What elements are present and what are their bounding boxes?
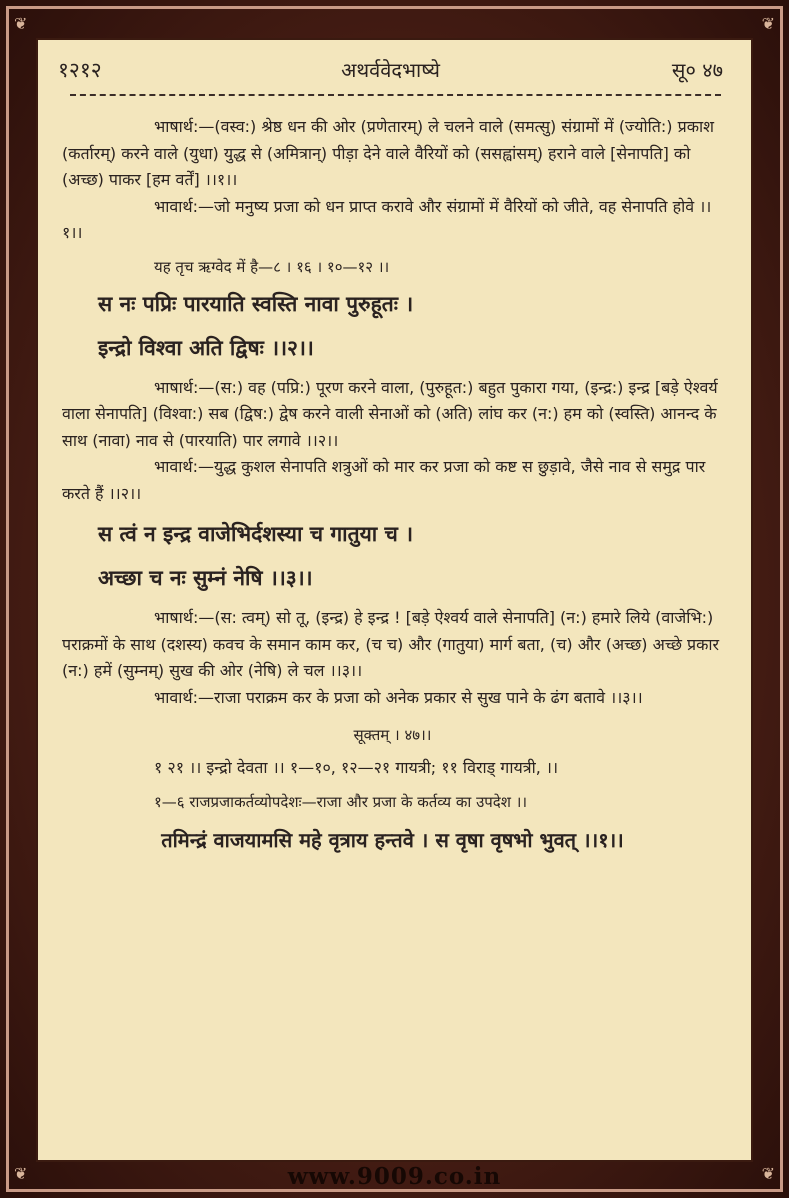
- rigveda-reference: यह तृच ऋग्वेद में है—८ । १६ । १०—१२ ।।: [154, 257, 390, 276]
- website-watermark: www.9009.co.in: [287, 1163, 502, 1190]
- corner-ornament-icon: ❦: [14, 16, 28, 33]
- bhasharth-paragraph: भाषार्थ:—(वस्व:) श्रेष्ठ धन की ओर (प्रणेतारम्) ले चलने वाले (समत्सु) संग्रामों में (ज्योति:) प्रकाश (कर्तारम्) करने वाले (युधा) युद्ध से (अमित्रान्) पीड़ा देने वाले वैरियों को (ससह्वांसम्) हराने वाले [सेनापति] को (अच्छ) पाकर [हम वर्तें] ।।१।।: [62, 117, 715, 189]
- upadesh-line: १—६ राजप्रजाकर्तव्योपदेशः—राजा और प्रजा के कर्तव्य का उपदेश ।।: [154, 792, 528, 811]
- bhavarth-paragraph: भावार्थ:—राजा पराक्रम कर के प्रजा को अनेक प्रकार से सुख पाने के ढंग बतावे ।।३।।: [154, 687, 643, 707]
- sukta-number: सू० ४७: [671, 58, 723, 82]
- bhasharth-paragraph: भाषार्थ:—(स: त्वम्) सो तू, (इन्द्र) हे इन्द्र ! [बड़े ऐश्वर्य वाले सेनापति] (न:) हमारे लिये (वाजेभि:) पराक्रमों के साथ (दशस्य) कवच के समान काम कर, (च च) और (गातुया) मार्ग बता, (च) और (अच्छ) अच्छे प्रकार (न:) हमें (सुम्नम्) सुख की ओर (नेषि) ले चल ।।३।।: [62, 608, 720, 680]
- corner-ornament-icon: ❦: [761, 1166, 775, 1183]
- mantra-line: स त्वं न इन्द्र वाजेभिर्दशस्या च गातुया च ।: [98, 522, 414, 546]
- bhasharth-paragraph: भाषार्थ:—(स:) वह (पप्रि:) पूरण करने वाला, (पुरुहूत:) बहुत पुकारा गया, (इन्द्र:) इन्द्र [बड़े ऐश्वर्य वाला सेनापति] (विश्वा:) सब (द्विष:) द्वेष करने वाली सेनाओं को (अति) लांघ कर (न:) हम को (स्वस्ति) आनन्द के साथ (नावा) नाव से (पारयाति) पार लगावे ।।२।।: [62, 377, 718, 450]
- book-title: अथर्ववेदभाष्ये: [341, 58, 440, 82]
- mantra-line: स नः पप्रिः पारयाति स्वस्ति नावा पुरुहूतः ।: [98, 291, 414, 316]
- corner-ornament-icon: ❦: [761, 16, 775, 33]
- page-body: [62, 114, 723, 853]
- bhavarth-paragraph: भावार्थ:—जो मनुष्य प्रजा को धन प्राप्त करावे और संग्रामों में वैरियों को जीते, वह सेनापति होवे ।।१।।: [62, 196, 712, 242]
- devata-chhanda-line: १ २१ ।। इन्द्रो देवता ।। १—१०, १२—२१ गायत्री; ११ विराड् गायत्री, ।।: [154, 758, 559, 777]
- bhavarth-paragraph: भावार्थ:—युद्ध कुशल सेनापति शत्रुओं को मार कर प्रजा को कष्ट स छुड़ावे, जैसे नाव से समुद्र पार करते हैं ।।२।।: [62, 457, 706, 503]
- corner-ornament-icon: ❦: [14, 1166, 28, 1183]
- mantra-line: इन्द्रो विश्वा अति द्विषः ।।२।।: [98, 335, 314, 360]
- page-number: १२१२: [58, 58, 102, 82]
- mantra-line: तमिन्द्रं वाजयामसि महे वृत्राय हन्तवे । स वृषा वृषभो भुवत् ।।१।।: [161, 827, 624, 852]
- header-rule: [70, 94, 721, 96]
- book-page: [36, 38, 753, 1162]
- page-header: [58, 56, 723, 90]
- mantra-line: अच्छा च नः सुम्नं नेषि ।।३।।: [98, 566, 313, 590]
- sukta-heading: सूक्तम् । ४७।।: [353, 726, 432, 744]
